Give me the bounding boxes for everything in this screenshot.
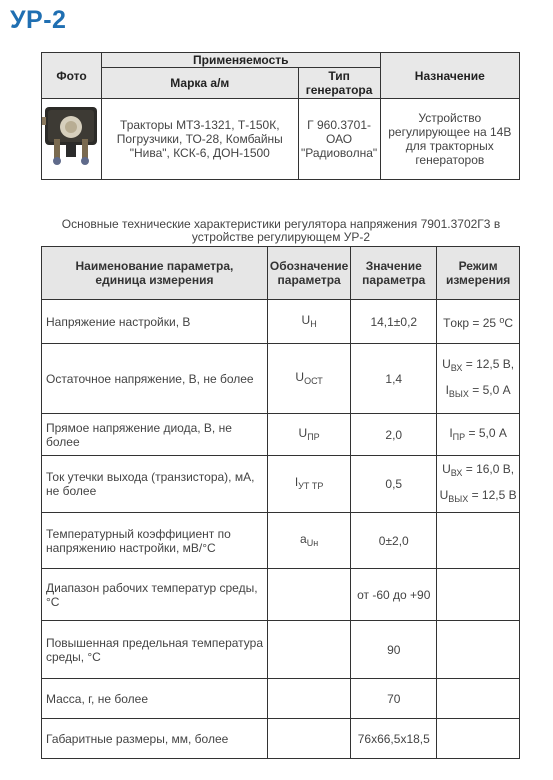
header-photo: Фото: [42, 53, 102, 99]
measurement-mode: $U_{ВХ} = 16,0$ В, $U_{ВЫХ} = 12,5$ В: [437, 456, 520, 513]
table-row: [42, 414, 520, 456]
header-brand: Марка а/м: [102, 68, 299, 99]
header-parameter-symbol: Обозначение параметра: [267, 247, 350, 300]
parameter-symbol: $a_{Uн}$: [267, 513, 350, 569]
table-row: [42, 456, 520, 513]
specs-caption: Основные технические характеристики регулятора напряжения 7901.3702Г3 в устройстве регулирующем УР-2: [61, 217, 501, 244]
parameter-name: Прямое напряжение диода, В, не более: [42, 414, 268, 456]
table-row: [42, 300, 520, 344]
table-row: [42, 719, 520, 759]
parameter-name: Температурный коэффициент по напряжению настройки, мВ/°С: [42, 513, 268, 569]
purpose-cell: Устройство регулирующее на 14В для тракторных генераторов: [380, 99, 519, 180]
parameter-name: Остаточное напряжение, В, не более: [42, 344, 268, 414]
applicability-table: [41, 52, 520, 180]
parameter-symbol: [267, 679, 350, 719]
parameter-symbol: $U_{ПР}$: [267, 414, 350, 456]
parameter-symbol: [267, 719, 350, 759]
parameter-symbol: $U_{ОСТ}$: [267, 344, 350, 414]
table-row: [42, 569, 520, 621]
parameter-value: 70: [351, 679, 437, 719]
header-parameter-name: Наименование параметра, единица измерения: [42, 247, 268, 300]
parameter-value: 0±2,0: [351, 513, 437, 569]
generator-cell: Г 960.3701- ОАО "Радиоволна": [298, 99, 380, 180]
header-applicability: Применяемость: [102, 53, 381, 68]
parameter-name: Габаритные размеры, мм, более: [42, 719, 268, 759]
table-row: [42, 513, 520, 569]
header-purpose: Назначение: [380, 53, 519, 99]
measurement-mode: $U_{ВХ} = 12,5$ В, $I_{ВЫХ} = 5,0$ А: [437, 344, 520, 414]
parameter-value: 1,4: [351, 344, 437, 414]
parameter-name: Масса, г, не более: [42, 679, 268, 719]
measurement-mode: [437, 679, 520, 719]
parameter-value: 0,5: [351, 456, 437, 513]
header-parameter-value: Значение параметра: [351, 247, 437, 300]
regulator-image: [42, 99, 101, 179]
parameter-symbol: $U_Н$: [267, 300, 350, 344]
table-row: [42, 344, 520, 414]
header-measurement-mode: Режим измерения: [437, 247, 520, 300]
measurement-mode: [437, 569, 520, 621]
table-row: [42, 621, 520, 679]
parameter-value: 14,1±0,2: [351, 300, 437, 344]
measurement-mode: Tокр = 25 $^о$С: [437, 300, 520, 344]
product-photo: [42, 99, 102, 180]
parameter-name: Диапазон рабочих температур среды, °С: [42, 569, 268, 621]
parameter-symbol: $I_{УТ ТР}$: [267, 456, 350, 513]
parameter-value: 90: [351, 621, 437, 679]
parameter-name: Повышенная предельная температура среды, °С: [42, 621, 268, 679]
parameter-value: 76х66,5х18,5: [351, 719, 437, 759]
specs-table: [41, 246, 520, 759]
parameter-name: Напряжение настройки, В: [42, 300, 268, 344]
header-generator-type: Тип генератора: [298, 68, 380, 99]
measurement-mode: [437, 513, 520, 569]
parameter-symbol: [267, 621, 350, 679]
measurement-mode: [437, 621, 520, 679]
measurement-mode: $I_{ПР} = 5,0$ А: [437, 414, 520, 456]
page-title: УР-2: [10, 6, 67, 34]
table-row: [42, 679, 520, 719]
parameter-value: 2,0: [351, 414, 437, 456]
brand-cell: Тракторы МТЗ-1321, Т-150К, Погрузчики, ТО-28, Комбайны "Нива", КСК-6, ДОН-1500: [102, 99, 299, 180]
measurement-mode: [437, 719, 520, 759]
parameter-name: Ток утечки выхода (транзистора), мА, не более: [42, 456, 268, 513]
parameter-value: от -60 до +90: [351, 569, 437, 621]
parameter-symbol: [267, 569, 350, 621]
